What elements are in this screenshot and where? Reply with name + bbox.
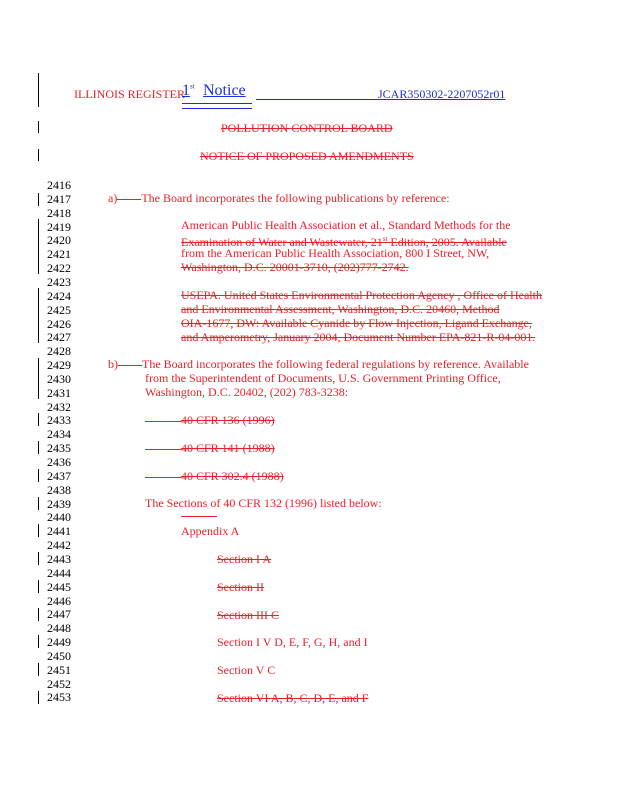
line-number: 2451 bbox=[47, 662, 71, 677]
usepa-line-2: and Environmental Assessment, Washington, D.C. 20460, Method bbox=[181, 302, 500, 316]
line-number: 2429 bbox=[47, 358, 71, 373]
line-number: 2430 bbox=[47, 371, 71, 386]
change-bar bbox=[38, 580, 39, 593]
line-number: 2435 bbox=[47, 441, 71, 456]
item-b-line-1 bbox=[108, 357, 529, 371]
section-ia: Section I A bbox=[217, 552, 271, 566]
item-b-line-3: Washington, D.C. 20402, (202) 783-3238: bbox=[145, 385, 349, 399]
page-marker-number: 1 bbox=[182, 82, 190, 99]
change-bar bbox=[38, 663, 39, 676]
section-vc: Section V C bbox=[217, 663, 276, 677]
item-a-text: The Board incorporates the following publications by reference: bbox=[141, 191, 450, 205]
line-number: 2432 bbox=[47, 399, 71, 414]
item-a-label bbox=[108, 191, 450, 205]
change-bar bbox=[38, 441, 39, 454]
cfr-141-text: 40 CFR 141 (1988) bbox=[181, 441, 275, 455]
sections-underline bbox=[181, 516, 217, 517]
sections-intro: The Sections of 40 CFR 132 (1996) listed below: bbox=[145, 496, 382, 510]
line-number: 2449 bbox=[47, 635, 71, 650]
line-number: 2439 bbox=[47, 496, 71, 511]
line-number: 2444 bbox=[47, 565, 71, 580]
change-bar bbox=[38, 608, 39, 621]
board-title: POLLUTION CONTROL BOARD bbox=[221, 121, 393, 135]
line-number: 2423 bbox=[47, 274, 71, 289]
register-title: ILLINOIS REGISTER bbox=[74, 87, 185, 101]
line-number: 2441 bbox=[47, 524, 71, 539]
line-number: 2422 bbox=[47, 261, 71, 276]
cfr-302-text: 40 CFR 302.4 (1988) bbox=[181, 469, 284, 483]
change-bar bbox=[38, 524, 39, 537]
line-number: 2445 bbox=[47, 579, 71, 594]
apha-line-2-sup: st bbox=[382, 235, 388, 243]
usepa-line-4: and Amperometry, January 2004, Document Number EPA-821-R-04-001. bbox=[181, 330, 536, 344]
section-iv: Section I V D, E, F, G, H, and I bbox=[217, 635, 368, 649]
line-number: 2417 bbox=[47, 191, 71, 206]
line-number: 2443 bbox=[47, 551, 71, 566]
line-number: 2419 bbox=[47, 219, 71, 234]
item-a-dash bbox=[117, 199, 141, 200]
cfr-136-text: 40 CFR 136 (1996) bbox=[181, 413, 275, 427]
usepa-line-3: OIA-1677, DW: Available Cyanide by Flow Injection, Ligand Exchange, bbox=[181, 316, 532, 330]
cfr-302-dash bbox=[145, 477, 181, 478]
change-bar bbox=[38, 635, 39, 648]
line-number: 2453 bbox=[47, 690, 71, 705]
page-marker-underline bbox=[182, 103, 252, 109]
line-number: 2425 bbox=[47, 302, 71, 317]
change-bar bbox=[38, 121, 39, 133]
line-number: 2426 bbox=[47, 316, 71, 331]
change-bar bbox=[38, 413, 39, 426]
apha-line-3: from the American Public Health Association, 800 I Street, NW, bbox=[181, 246, 490, 260]
line-number: 2437 bbox=[47, 468, 71, 483]
line-number: 2427 bbox=[47, 330, 71, 345]
change-bar bbox=[38, 358, 39, 399]
change-bar bbox=[38, 469, 39, 482]
change-bar bbox=[38, 497, 39, 510]
line-number: 2447 bbox=[47, 607, 71, 622]
item-b-dash bbox=[118, 365, 142, 366]
item-b-line-2: from the Superintendent of Documents, U.S. Government Printing Office, bbox=[145, 371, 501, 385]
line-number: 2428 bbox=[47, 344, 71, 359]
apha-line-4: Washington, D.C. 20001-3710, (202)777-2742. bbox=[181, 260, 409, 274]
page-marker bbox=[182, 82, 195, 100]
apha-line-2-text: Examination of Water and Wastewater, 21 bbox=[181, 235, 383, 249]
notice-title: NOTICE OF PROPOSED AMENDMENTS bbox=[200, 149, 414, 163]
line-number: 2424 bbox=[47, 288, 71, 303]
line-number: 2446 bbox=[47, 593, 71, 608]
item-a-letter: a) bbox=[108, 191, 118, 205]
line-number: 2440 bbox=[47, 510, 71, 525]
change-bar bbox=[38, 691, 39, 704]
page-marker-sup: st bbox=[190, 82, 195, 91]
apha-line-2b-text: Edition, 2005. Available bbox=[387, 235, 507, 249]
line-number: 2431 bbox=[47, 385, 71, 400]
line-number: 2418 bbox=[47, 205, 71, 220]
section-vi: Section VI A, B, C, D, E, and F bbox=[217, 691, 369, 705]
cfr-141-dash bbox=[145, 449, 181, 450]
appendix-a: Appendix A bbox=[181, 524, 240, 538]
usepa-line-1: USEPA. United States Environmental Protection Agency , Office of Health bbox=[181, 288, 542, 302]
change-bar bbox=[38, 288, 39, 343]
line-number: 2433 bbox=[47, 413, 71, 428]
change-bar bbox=[38, 219, 39, 274]
line-number: 2436 bbox=[47, 455, 71, 469]
cfr-136-dash bbox=[145, 421, 181, 422]
change-bar bbox=[38, 552, 39, 565]
cfr-136 bbox=[145, 413, 275, 427]
line-number: 2421 bbox=[47, 247, 71, 262]
change-bar bbox=[38, 193, 39, 206]
line-number: 2434 bbox=[47, 427, 71, 442]
change-bar bbox=[38, 73, 39, 107]
cfr-141 bbox=[145, 441, 275, 455]
cfr-302 bbox=[145, 469, 284, 483]
line-number: 2442 bbox=[47, 538, 71, 553]
line-number: 2452 bbox=[47, 676, 71, 691]
document-code: JCAR350302-2207052r01 bbox=[378, 87, 506, 101]
section-ii: Section II bbox=[217, 580, 264, 594]
notice-underline bbox=[256, 99, 378, 100]
notice-label: Notice bbox=[203, 82, 246, 99]
item-b-text-1: The Board incorporates the following federal regulations by reference. Available bbox=[142, 357, 529, 371]
item-b-letter: b) bbox=[108, 357, 118, 371]
line-number: 2416 bbox=[47, 178, 71, 192]
section-iiic: Section III C bbox=[217, 608, 279, 622]
apha-line-1: American Public Health Association et al., Standard Methods for the bbox=[181, 218, 511, 232]
line-number: 2438 bbox=[47, 482, 71, 497]
line-number: 2420 bbox=[47, 233, 71, 248]
change-bar bbox=[38, 149, 39, 161]
line-number: 2448 bbox=[47, 621, 71, 636]
line-number: 2450 bbox=[47, 648, 71, 663]
